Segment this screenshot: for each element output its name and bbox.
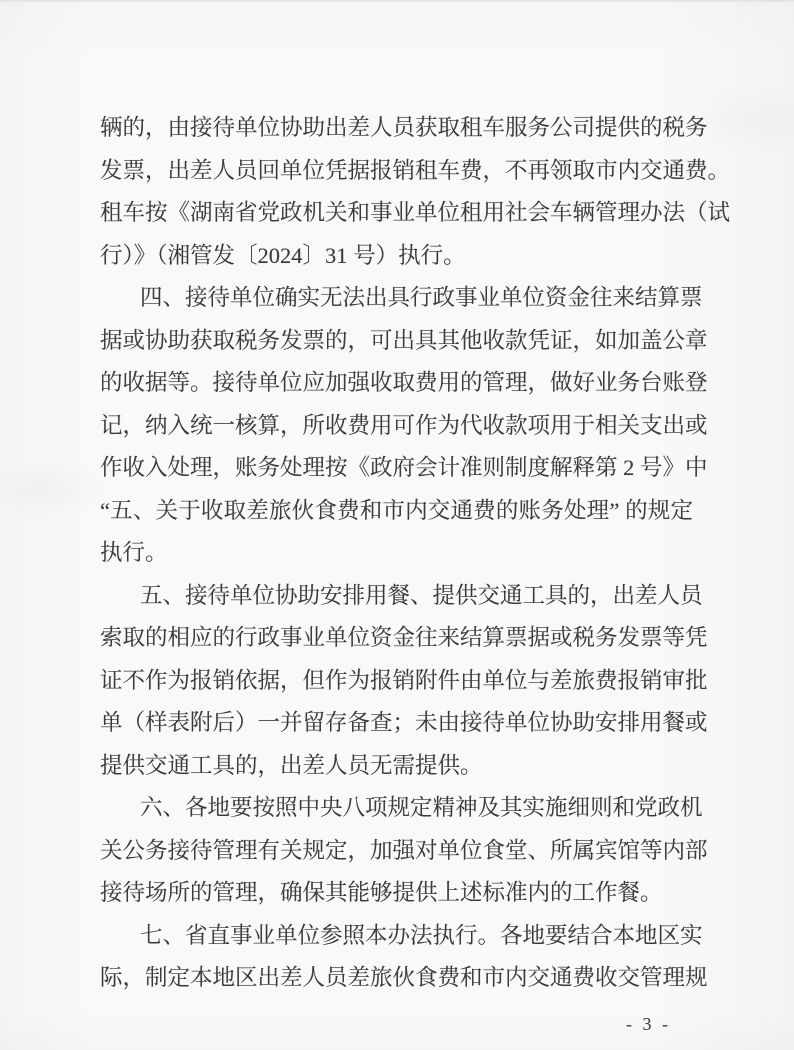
document-body-text: [100, 107, 731, 1000]
text-line: 七、省直事业单位参照本办法执行。各地要结合本地区实: [140, 922, 703, 948]
text-line: 辆的，由接待单位协助出差人员获取租车服务公司提供的税务: [100, 115, 708, 140]
text-line: 租车按《湖南省党政机关和事业单位租用社会车辆管理办法（试: [100, 200, 731, 225]
text-line: 关公务接待管理有关规定，加强对单位食堂、所属宾馆等内部: [100, 837, 708, 863]
text-line: 接待场所的管理，确保其能够提供上述标准内的工作餐。: [100, 880, 663, 905]
page-number: - 3 -: [626, 1014, 671, 1034]
text-line: 执行。: [100, 540, 168, 565]
text-line: 六、各地要按照中央八项规定精神及其实施细则和党政机: [140, 795, 703, 820]
text-line: 据或协助获取税务发票的，可出具其他收款凭证，如加盖公章: [100, 327, 708, 353]
text-line: 作收入处理，账务处理按《政府会计准则制度解释第 2 号》中: [100, 455, 708, 480]
text-line: 五、接待单位协助安排用餐、提供交通工具的，出差人员: [140, 582, 703, 608]
text-line: 发票，出差人员回单位凭据报销租车费，不再领取市内交通费。: [100, 157, 731, 183]
text-line: 的收据等。接待单位应加强收取费用的管理，做好业务台账登: [100, 370, 708, 395]
text-line: 提供交通工具的，出差人员无需提供。: [100, 752, 483, 778]
text-line: 索取的相应的行政事业单位资金往来结算票据或税务发票等凭: [100, 625, 708, 650]
text-line: “五、关于收取差旅伙食费和市内交通费的账务处理” 的规定: [100, 497, 693, 523]
text-line: 单（样表附后）一并留存备查；未由接待单位协助安排用餐或: [100, 710, 708, 735]
scan-edge-artifact: [0, 0, 794, 2]
text-line: 行）》（湘管发〔2024〕31 号）执行。: [100, 242, 466, 268]
text-line: 记，纳入统一核算，所收费用可作为代收款项用于相关支出或: [100, 412, 708, 438]
text-line: 四、接待单位确实无法出具行政事业单位资金往来结算票: [140, 285, 703, 310]
text-line: 证不作为报销依据，但作为报销附件由单位与差旅费报销审批: [100, 667, 708, 693]
text-line: 际，制定本地区出差人员差旅伙食费和市内交通费收交管理规: [100, 965, 708, 990]
